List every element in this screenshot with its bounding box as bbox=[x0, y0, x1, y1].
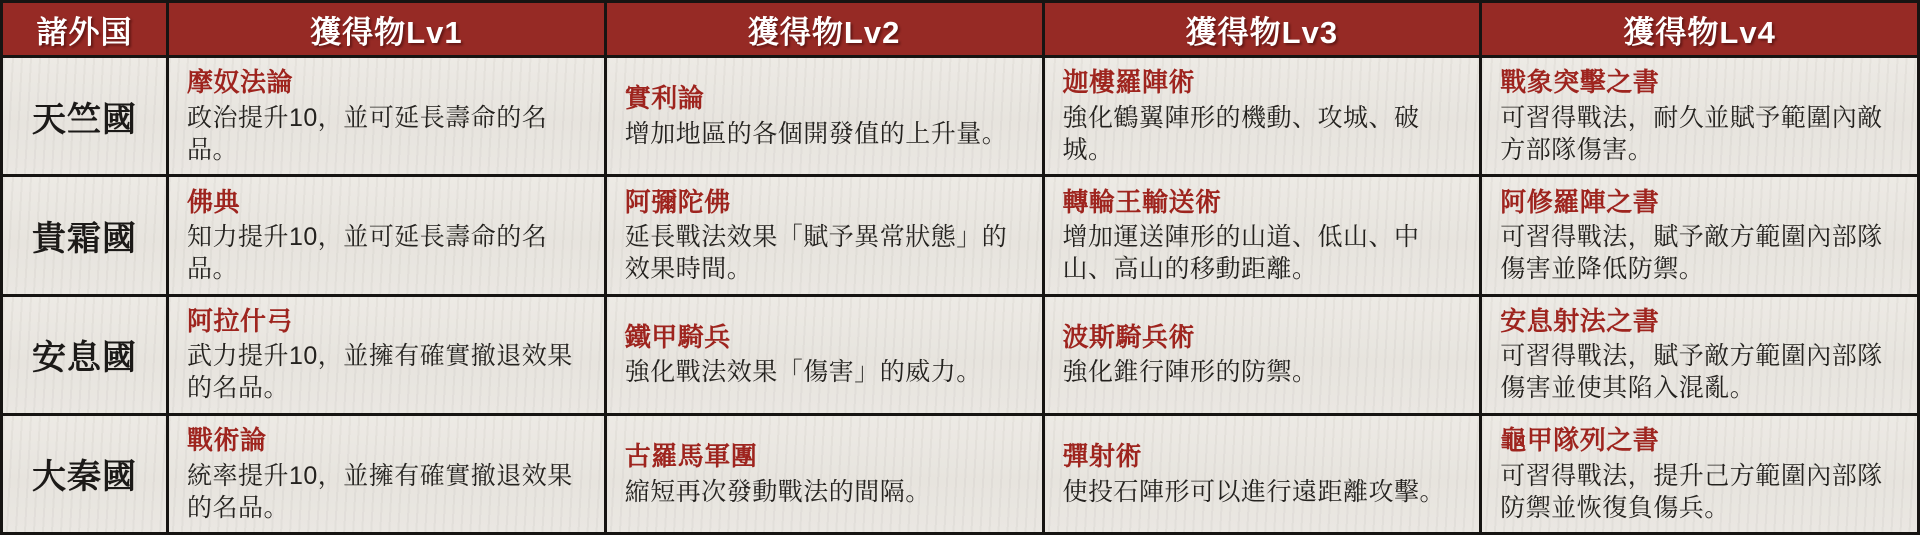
item-name: 阿彌陀佛 bbox=[624, 186, 731, 217]
item-name: 戰術論 bbox=[187, 425, 267, 456]
item-description: 增加地區的各個開發值的上升量。 bbox=[624, 119, 1008, 148]
item-description: 強化戰法效果「傷害」的威力。 bbox=[624, 358, 982, 387]
item-cell bbox=[1482, 177, 1917, 293]
header-label: 獲得物Lv1 bbox=[310, 14, 463, 50]
item-cell bbox=[1482, 58, 1917, 174]
item-description: 強化錐行陣形的防禦。 bbox=[1062, 358, 1318, 387]
item-name: 阿修羅陣之書 bbox=[1500, 186, 1660, 217]
country-name: 大秦國 bbox=[32, 458, 137, 497]
header-label: 獲得物Lv4 bbox=[1623, 14, 1776, 50]
item-description: 統率提升10，並擁有確實撤退效果的名品。 bbox=[187, 461, 573, 522]
item-description: 縮短再次發動戰法的間隔。 bbox=[624, 477, 931, 506]
item-cell bbox=[607, 416, 1042, 532]
item-description: 強化鶴翼陣形的機動、攻城、破城。 bbox=[1062, 103, 1420, 164]
country-name: 貴霜國 bbox=[32, 219, 137, 258]
item-description: 使投石陣形可以進行遠距離攻擊。 bbox=[1062, 477, 1446, 506]
country-name: 安息國 bbox=[32, 339, 137, 378]
header-cell-loot-lv1 bbox=[169, 3, 604, 55]
item-cell bbox=[1045, 416, 1480, 532]
header-cell-loot-lv3 bbox=[1045, 3, 1480, 55]
header-cell-loot-lv4 bbox=[1482, 3, 1917, 55]
item-name: 實利論 bbox=[624, 83, 705, 114]
item-cell bbox=[607, 177, 1042, 293]
country-cell bbox=[3, 297, 166, 413]
header-cell-countries bbox=[3, 3, 166, 55]
item-name: 佛典 bbox=[187, 186, 241, 217]
item-description: 可習得戰法，賦予敵方範圍內部隊傷害並使其陷入混亂。 bbox=[1500, 342, 1883, 403]
item-cell bbox=[1482, 416, 1917, 532]
item-name: 阿拉什弓 bbox=[187, 305, 294, 336]
item-name: 龜甲隊列之書 bbox=[1500, 425, 1660, 456]
item-name: 安息射法之書 bbox=[1500, 305, 1660, 336]
item-cell bbox=[607, 58, 1042, 174]
item-description: 政治提升10，並可延長壽命的名品。 bbox=[187, 103, 548, 164]
item-description: 可習得戰法，提升己方範圍內部隊防禦並恢復負傷兵。 bbox=[1500, 461, 1883, 522]
header-label: 獲得物Lv2 bbox=[747, 14, 901, 50]
item-description: 可習得戰法，賦予敵方範圍內部隊傷害並降低防禦。 bbox=[1500, 223, 1883, 284]
item-name: 摩奴法論 bbox=[187, 67, 294, 98]
item-cell bbox=[169, 58, 604, 174]
header-label: 獲得物Lv3 bbox=[1185, 14, 1339, 50]
item-name: 鐵甲騎兵 bbox=[624, 321, 731, 352]
item-cell bbox=[169, 297, 604, 413]
item-name: 彈射術 bbox=[1062, 441, 1143, 472]
country-cell bbox=[3, 177, 166, 293]
item-description: 武力提升10，並擁有確實撤退效果的名品。 bbox=[187, 342, 573, 403]
item-cell bbox=[1482, 297, 1917, 413]
item-cell bbox=[607, 297, 1042, 413]
country-cell bbox=[3, 416, 166, 532]
item-name: 轉輪王輸送術 bbox=[1062, 186, 1222, 217]
item-cell bbox=[1045, 177, 1480, 293]
item-description: 可習得戰法，耐久並賦予範圍內敵方部隊傷害。 bbox=[1500, 103, 1883, 164]
header-cell-loot-lv2 bbox=[607, 3, 1042, 55]
item-description: 增加運送陣形的山道、低山、中山、高山的移動距離。 bbox=[1062, 223, 1420, 284]
item-name: 迦樓羅陣術 bbox=[1062, 67, 1196, 98]
header-label: 諸外国 bbox=[36, 14, 133, 50]
item-name: 戰象突擊之書 bbox=[1500, 67, 1660, 98]
country-name: 天竺國 bbox=[32, 100, 137, 139]
item-cell bbox=[1045, 58, 1480, 174]
item-description: 知力提升10，並可延長壽命的名品。 bbox=[187, 223, 548, 284]
item-cell bbox=[169, 177, 604, 293]
country-cell bbox=[3, 58, 166, 174]
item-name: 波斯騎兵術 bbox=[1062, 321, 1196, 352]
item-name: 古羅馬軍團 bbox=[624, 441, 758, 472]
item-cell bbox=[169, 416, 604, 532]
item-description: 延長戰法效果「賦予異常狀態」的效果時間。 bbox=[624, 223, 1008, 284]
item-cell bbox=[1045, 297, 1480, 413]
